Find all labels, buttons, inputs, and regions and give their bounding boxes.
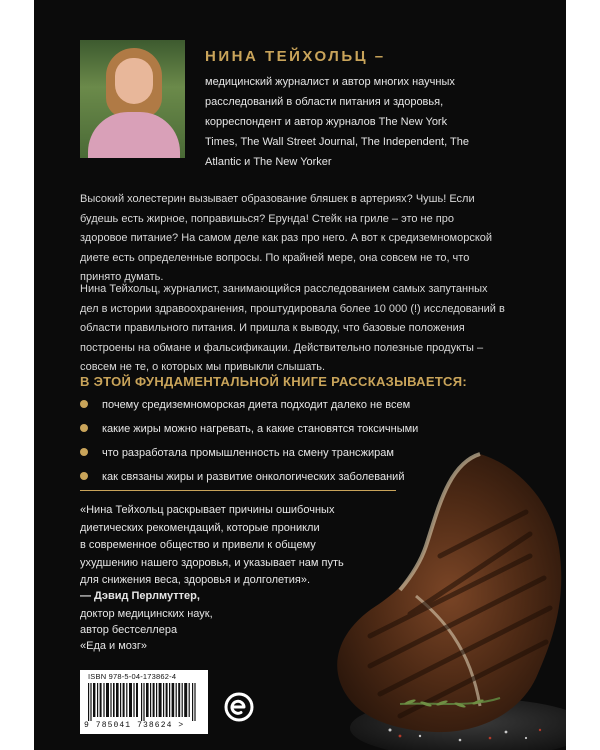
book-back-cover — [34, 0, 566, 750]
quote-line: диетических рекомендаций, которые проникли — [80, 521, 320, 534]
book-topics-heading: В ЭТОЙ ФУНДАМЕНТАЛЬНОЙ КНИГЕ РАССКАЗЫВАЕТСЯ: — [80, 374, 468, 389]
quote-attribution-name: — Дэвид Перлмуттер, — [80, 590, 200, 602]
list-item-text: какие жиры можно нагревать, а какие становятся токсичными — [102, 423, 419, 435]
list-item — [80, 398, 520, 420]
author-bio-line: Atlantic и The New Yorker — [205, 156, 332, 168]
research-line: дел в истории здравоохранения, проштудировала более 10 000 (!) исследований в — [80, 302, 505, 315]
research-line: Нина Тейхольц, журналист, занимающийся расследованием самых запутанных — [80, 283, 488, 295]
isbn-text: ISBN 978-5-04-173862-4 — [88, 672, 177, 681]
gold-dot-icon — [80, 424, 88, 432]
intro-line: Высокий холестерин вызывает образование бляшек в артериях? Чушь! Если — [80, 193, 475, 205]
list-item — [80, 422, 520, 444]
intro-line: диете есть определенные вопросы. По крайней мере, она совсем не то, что — [80, 251, 470, 264]
gold-dot-icon — [80, 400, 88, 408]
quote-line: в современное общество и привели к общему — [80, 539, 316, 551]
list-item-text: что разработала промышленность на смену трансжирам — [102, 447, 394, 459]
intro-line: будешь есть жирное, поправишься? Ерунда! Стейк на гриле – это не про — [80, 212, 454, 225]
research-paragraph — [80, 280, 550, 378]
barcode-bars-icon — [88, 683, 200, 721]
author-name: НИНА ТЕЙХОЛЬЦ — [205, 48, 369, 65]
publisher-logo-icon — [224, 692, 254, 722]
gold-dot-icon — [80, 448, 88, 456]
author-name-dash: – — [374, 48, 386, 65]
list-item-text: почему средиземноморская диета подходит далеко не всем — [102, 399, 411, 411]
research-line: построены на обмане и фальсификации. Действительно полезные продукты – — [80, 341, 484, 354]
list-item-text: как связаны жиры и развитие онкологических заболеваний — [102, 471, 405, 483]
research-line: области правильного питания. И пришла к выводу, что базовые положения — [80, 322, 465, 334]
quote-line: ухудшению нашего здоровья, и указывает нам путь — [80, 556, 344, 569]
author-bio-line: расследований в области питания и здоровья, — [205, 96, 444, 108]
quote-attribution-role: автор бестселлера — [80, 624, 178, 636]
quote-line: для снижения веса, здоровья и долголетия». — [80, 574, 311, 586]
quote-attribution-book: «Еда и мозг» — [80, 640, 147, 652]
intro-paragraph — [80, 190, 550, 288]
author-bio — [205, 72, 550, 172]
intro-line: принято думать. — [80, 271, 164, 283]
isbn-barcode — [80, 670, 208, 734]
author-bio-line: медицинский журналист и автор многих научных — [205, 76, 455, 88]
author-name-heading — [205, 48, 386, 65]
ean-digits: 9 785041 738624 > — [84, 721, 185, 730]
author-photo — [80, 40, 185, 158]
quote-attribution-title: доктор медицинских наук, — [80, 608, 213, 620]
author-bio-line: корреспондент и автор журналов The New York — [205, 116, 448, 128]
intro-line: здоровое питание? На самом деле как раз про него. А вот к средиземноморской — [80, 232, 493, 244]
steak-image — [330, 446, 566, 750]
gold-dot-icon — [80, 472, 88, 480]
author-bio-line: Times, The Wall Street Journal, The Independent, The — [205, 136, 469, 148]
research-line: совсем не те, о которых мы привыкли слышать. — [80, 361, 326, 373]
quote-line: «Нина Тейхольц раскрывает причины ошибочных — [80, 504, 335, 516]
author-photo-face — [115, 58, 153, 104]
author-photo-blouse — [88, 112, 180, 158]
